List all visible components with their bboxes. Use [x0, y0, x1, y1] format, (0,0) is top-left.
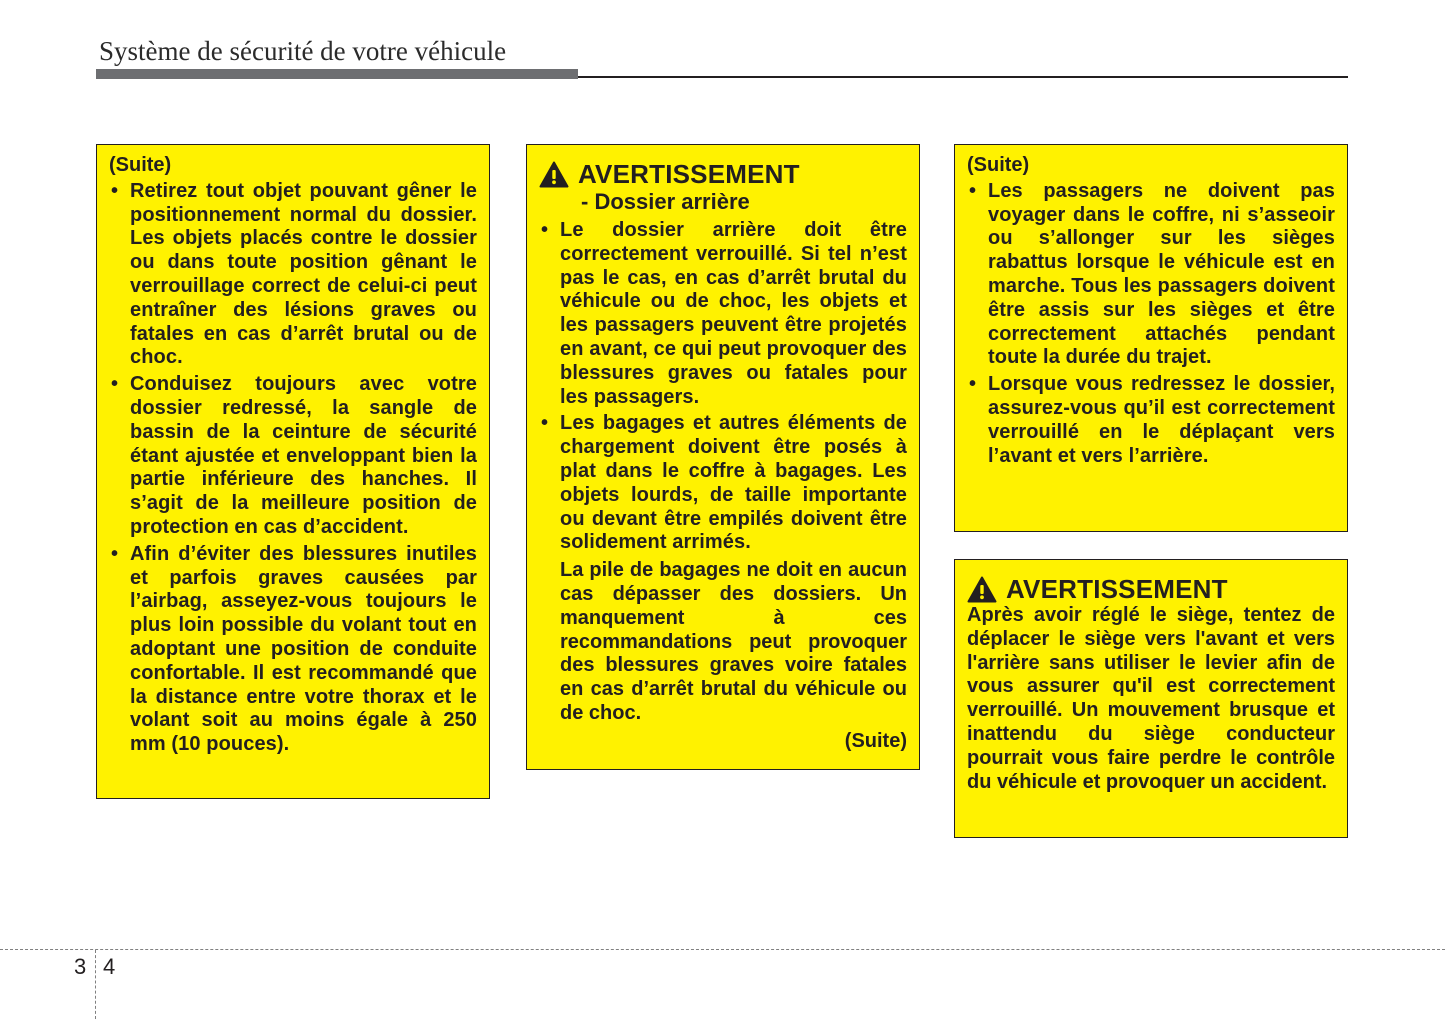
- warning-title: AVERTISSEMENT: [578, 159, 800, 189]
- bullet-list: [539, 219, 907, 555]
- footer-vertical-divider: [95, 950, 96, 1019]
- footer-divider: [0, 949, 1445, 950]
- list-item: • Lorsque vous redressez le dossier, assurez-vous qu’il est correctement verrouillé en le déplaçant vers l’avant et vers l’arrière.: [967, 373, 1335, 468]
- warning-header: [967, 574, 1335, 604]
- list-item: • Les bagages et autres éléments de chargement doivent être posés à plat dans le coffre à bagages. Les objets lourds, de taille importante ou devant être empilés doivent être solidement arrimés.: [539, 412, 907, 555]
- list-item: • Le dossier arrière doit être correctement verrouillé. Si tel n’est pas le cas, en cas d’arrêt brutal du véhicule ou de choc, les objets et les passagers peuvent être projetés en avant, ce qui peut provoquer des blessures graves ou fatales pour les passagers.: [539, 219, 907, 409]
- warning-subtitle: - Dossier arrière: [581, 189, 750, 214]
- warning-triangle-icon: [539, 161, 569, 188]
- list-item: • Conduisez toujours avec votre dossier redressé, la sangle de bassin de la ceinture de sécurité étant ajustée et enveloppant bien la partie inférieure des hanches. Il s’agit de la meilleure position de protection en cas d’accident.: [109, 373, 477, 540]
- continued-label: (Suite): [967, 154, 1030, 176]
- header-rule-thick: [96, 69, 578, 79]
- list-item: • Les passagers ne doivent pas voyager dans le coffre, ni s’asseoir ou s’allonger sur les sièges rabattus lorsque le véhicule est en marche. Tous les passagers doivent être assis sur les sièges et être correctement attachés pendant toute la durée du trajet.: [967, 180, 1335, 370]
- warning-title: AVERTISSEMENT: [1006, 574, 1228, 604]
- warning-box-rear-seatback: [526, 144, 920, 770]
- page-number: 4: [103, 954, 116, 979]
- warning-paragraph: Après avoir réglé le siège, tentez de déplacer le siège vers l'avant et vers l'arrière sans utiliser le levier afin de vous assurer qu'il est correctement verrouillé. Un mouvement brusque et inattendu du siège conducteur pourrait vous faire perdre le contrôle du véhicule et provoquer un accident.: [967, 604, 1335, 793]
- continued-label: (Suite): [844, 729, 907, 752]
- page-section-number: 3: [74, 954, 87, 979]
- bullet-list: [109, 180, 477, 757]
- extra-paragraph: La pile de bagages ne doit en aucun cas dépasser des dossiers. Un manquement à ces recommandations peut provoquer des blessures graves voire fatales en cas d’arrêt brutal du véhicule ou de choc.: [560, 559, 907, 724]
- continued-label: (Suite): [109, 154, 172, 176]
- warning-header: [539, 159, 907, 189]
- header-rule-thin: [578, 76, 1348, 78]
- warning-triangle-icon: [967, 576, 997, 603]
- warning-box-continued-1: [96, 144, 490, 799]
- warning-box-continued-2: [954, 144, 1348, 532]
- bullet-list: [967, 180, 1335, 469]
- page-title: Système de sécurité de votre véhicule: [99, 36, 507, 66]
- warning-box-seat-lock: [954, 559, 1348, 838]
- list-item: • Afin d’éviter des blessures inutiles et parfois graves causées par l’airbag, asseyez-vous toujours le plus loin possible du volant tout en adoptant une position de conduite confortable. Il est recommandé que la distance entre votre thorax et le volant soit au moins égale à 250 mm (10 pouces).: [109, 543, 477, 757]
- list-item: • Retirez tout objet pouvant gêner le positionnement normal du dossier. Les objets placés contre le dossier ou dans toute position gênant le verrouillage correct de celui-ci peut entraîner des lésions graves ou fatales en cas d’arrêt brutal ou de choc.: [109, 180, 477, 370]
